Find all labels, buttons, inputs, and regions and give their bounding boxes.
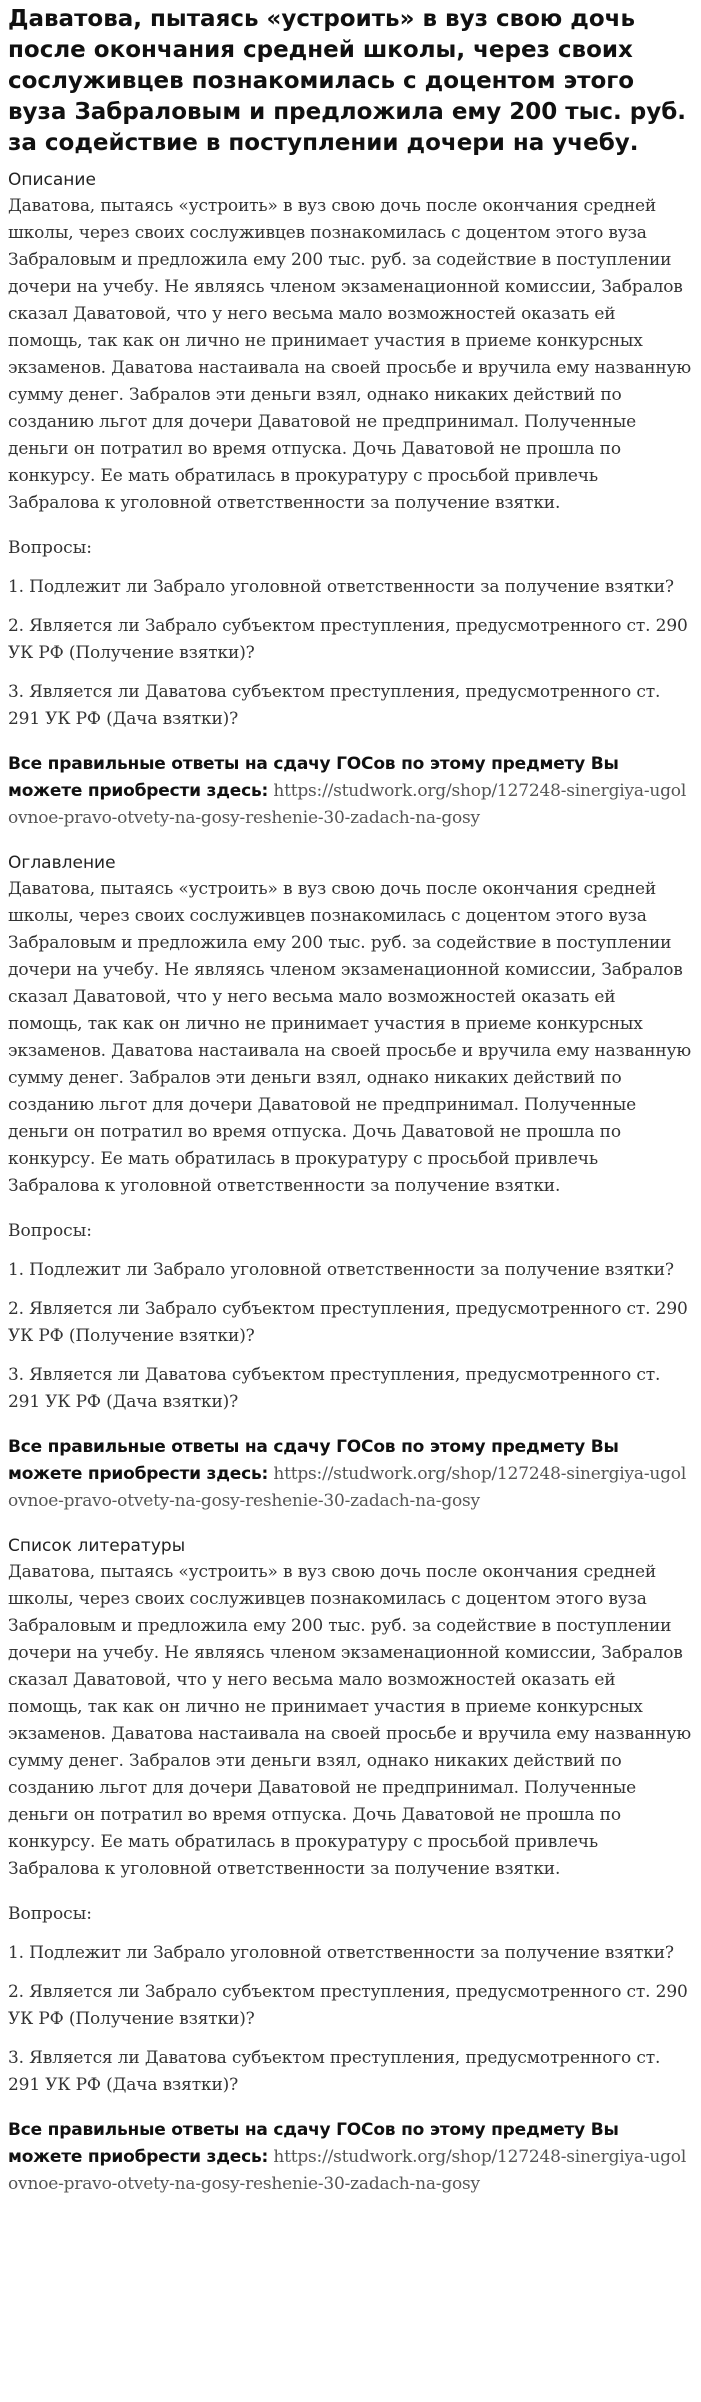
purchase-link[interactable]: https://studwork.org/shop/127248-sinergiya-ugolovnoe-pravo-otvety-na-gosy-reshenie-30-zadach-na-gosy (8, 1464, 687, 1511)
section-heading: Описание (8, 170, 96, 190)
question-item: 1. Подлежит ли Забрало уголовной ответственности за получение взятки? (8, 577, 674, 597)
section-bibliography (8, 1533, 693, 2198)
question-item: 2. Является ли Забрало субъектом преступления, предусмотренного ст. 290 УК РФ (Получение взятки)? (8, 1299, 688, 1346)
questions-label: Вопросы: (8, 538, 92, 558)
question-item: 1. Подлежит ли Забрало уголовной ответственности за получение взятки? (8, 1943, 674, 1963)
purchase-note (8, 2117, 693, 2198)
section-heading: Оглавление (8, 853, 116, 873)
purchase-note-text: Все правильные ответы на сдачу ГОСов по этому предмету Вы можете приобрести здесь: (8, 754, 619, 801)
purchase-note (8, 1434, 693, 1515)
questions-label: Вопросы: (8, 1904, 92, 1924)
page-title: Даватова, пытаясь «устроить» в вуз свою дочь после окончания средней школы, через своих сослуживцев познакомилась с доцентом этого вуза Забраловым и предложила ему 200 тыс. руб. за содействие в поступлении дочери на учебу. (8, 6, 687, 156)
purchase-link[interactable]: https://studwork.org/shop/127248-sinergiya-ugolovnoe-pravo-otvety-na-gosy-reshenie-30-zadach-na-gosy (8, 2147, 687, 2194)
section-body: Даватова, пытаясь «устроить» в вуз свою дочь после окончания средней школы, через своих сослуживцев познакомилась с доцентом этого вуза Забраловым и предложила ему 200 тыс. руб. за содействие в поступлении дочери на учебу. Не являясь членом экзаменационной комиссии, Забралов сказал Даватовой, что у него весьма мало возможностей оказать ей помощь, так как он лично не принимает участия в приеме конкурсных экзаменов. Даватова настаивала на своей просьбе и вручила ему названную сумму денег. Забралов эти деньги взял, однако никаких действий по созданию льгот для дочери Даватовой не предпринимал. Полученные деньги он потратил во время отпуска. Дочь Даватовой не прошла по конкурсу. Ее мать обратилась в прокуратуру с просьбой привлечь Забралова к уголовной ответственности за получение взятки. (8, 879, 692, 1196)
question-item: 1. Подлежит ли Забрало уголовной ответственности за получение взятки? (8, 1260, 674, 1280)
purchase-note (8, 751, 693, 832)
section-contents (8, 850, 693, 1515)
questions-label: Вопросы: (8, 1221, 92, 1241)
section-body: Даватова, пытаясь «устроить» в вуз свою дочь после окончания средней школы, через своих сослуживцев познакомилась с доцентом этого вуза Забраловым и предложила ему 200 тыс. руб. за содействие в поступлении дочери на учебу. Не являясь членом экзаменационной комиссии, Забралов сказал Даватовой, что у него весьма мало возможностей оказать ей помощь, так как он лично не принимает участия в приеме конкурсных экзаменов. Даватова настаивала на своей просьбе и вручила ему названную сумму денег. Забралов эти деньги взял, однако никаких действий по созданию льгот для дочери Даватовой не предпринимал. Полученные деньги он потратил во время отпуска. Дочь Даватовой не прошла по конкурсу. Ее мать обратилась в прокуратуру с просьбой привлечь Забралова к уголовной ответственности за получение взятки. (8, 196, 692, 513)
section-body: Даватова, пытаясь «устроить» в вуз свою дочь после окончания средней школы, через своих сослуживцев познакомилась с доцентом этого вуза Забраловым и предложила ему 200 тыс. руб. за содействие в поступлении дочери на учебу. Не являясь членом экзаменационной комиссии, Забралов сказал Даватовой, что у него весьма мало возможностей оказать ей помощь, так как он лично не принимает участия в приеме конкурсных экзаменов. Даватова настаивала на своей просьбе и вручила ему названную сумму денег. Забралов эти деньги взял, однако никаких действий по созданию льгот для дочери Даватовой не предпринимал. Полученные деньги он потратил во время отпуска. Дочь Даватовой не прошла по конкурсу. Ее мать обратилась в прокуратуру с просьбой привлечь Забралова к уголовной ответственности за получение взятки. (8, 1562, 692, 1879)
section-description (8, 167, 693, 832)
section-heading: Список литературы (8, 1536, 186, 1556)
purchase-note-text: Все правильные ответы на сдачу ГОСов по этому предмету Вы можете приобрести здесь: (8, 2120, 619, 2167)
purchase-link[interactable]: https://studwork.org/shop/127248-sinergiya-ugolovnoe-pravo-otvety-na-gosy-reshenie-30-zadach-na-gosy (8, 781, 687, 828)
question-item: 2. Является ли Забрало субъектом преступления, предусмотренного ст. 290 УК РФ (Получение взятки)? (8, 1982, 688, 2029)
purchase-note-text: Все правильные ответы на сдачу ГОСов по этому предмету Вы можете приобрести здесь: (8, 1437, 619, 1484)
question-item: 2. Является ли Забрало субъектом преступления, предусмотренного ст. 290 УК РФ (Получение взятки)? (8, 616, 688, 663)
question-item: 3. Является ли Даватова субъектом преступления, предусмотренного ст. 291 УК РФ (Дача взятки)? (8, 2048, 661, 2095)
question-item: 3. Является ли Даватова субъектом преступления, предусмотренного ст. 291 УК РФ (Дача взятки)? (8, 1365, 661, 1412)
question-item: 3. Является ли Даватова субъектом преступления, предусмотренного ст. 291 УК РФ (Дача взятки)? (8, 682, 661, 729)
